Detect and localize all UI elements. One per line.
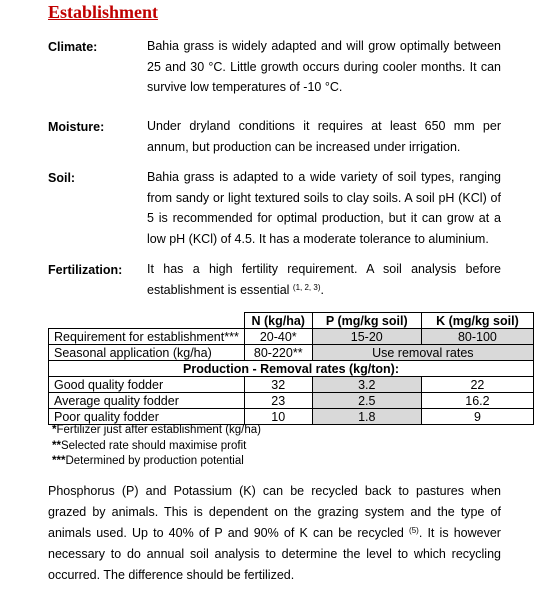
- table-header-row: [49, 313, 534, 329]
- fertilization-ref: (1, 2, 3): [292, 282, 321, 292]
- fertilization-table: [48, 312, 534, 425]
- fertilization-text-line2: establishment is essential: [147, 282, 290, 297]
- row-label: Good quality fodder: [49, 377, 245, 393]
- cell-n: 10: [244, 409, 312, 425]
- cell-p: 1.8: [312, 409, 421, 425]
- production-header: Production - Removal rates (kg/ton):: [49, 361, 534, 377]
- climate-text: Bahia grass is widely adapted and will grow optimally between 25 and 30 °C. Little growth occurs during cooler months. It can survive low temperatures of -10 °C.: [147, 39, 501, 94]
- moisture-text: Under dryland conditions it requires at least 650 mm per annum, but production can be increased under irrigation.: [147, 119, 501, 154]
- table-header-blank: [49, 313, 245, 329]
- footnote: **Selected rate should maximise profit: [52, 439, 247, 452]
- fertilization-end: .: [320, 282, 324, 297]
- table-footnotes: [52, 423, 261, 470]
- header-p: P (mg/kg soil): [312, 313, 421, 329]
- footnote: ***Determined by production potential: [52, 455, 244, 467]
- cell-n: 23: [244, 393, 312, 409]
- cell-k: 80-100: [421, 329, 533, 345]
- header-n: N (kg/ha): [244, 313, 312, 329]
- row-label: Poor quality fodder: [49, 409, 245, 425]
- table-row: [49, 345, 534, 361]
- soil-label: Soil:: [48, 171, 76, 185]
- footnote: *Fertilizer just after establishment (kg/ha): [52, 424, 262, 436]
- moisture-label: Moisture:: [48, 120, 105, 134]
- header-k: K (mg/kg soil): [421, 313, 533, 329]
- table-row: [49, 329, 534, 345]
- cell-k: 9: [421, 409, 533, 425]
- fertilization-text-line1: It has a high fertility requirement. A soil analysis before: [147, 262, 501, 276]
- row-label: Seasonal application (kg/ha): [49, 345, 245, 361]
- cell-p: 15-20: [312, 329, 421, 345]
- recycling-ref: (5): [409, 526, 419, 535]
- cell-p: 2.5: [312, 393, 421, 409]
- cell-k: 22: [421, 377, 533, 393]
- soil-text: Bahia grass is adapted to a wide variety of soil types, ranging from sandy or light textured soils to clay soils. A soil pH (KCl) of 5 is recommended for optimal production, but it can grow at a low pH (KCl) of 4.5. It has a moderate tolerance to aluminium.: [147, 170, 501, 246]
- row-label: Average quality fodder: [49, 393, 245, 409]
- fertilization-label: Fertilization:: [48, 263, 123, 277]
- cell-n: 20-40*: [244, 329, 312, 345]
- fertilization-text: [147, 259, 501, 300]
- recycling-paragraph: Phosphorus (P) and Potassium (K) can be recycled back to pastures when grazed by animals. This is dependent on the grazing system and the type of animals used. Up to 40% of P and 90% of K can be recycled $^{(5)}$. It is however necessary to do annual soil analysis to determine the level to which recycling occurred. The difference should be fertilized.: [48, 484, 501, 582]
- cell-n: 32: [244, 377, 312, 393]
- cell-p: 3.2: [312, 377, 421, 393]
- row-label: Requirement for establishment***: [49, 329, 245, 345]
- table-row: [49, 393, 534, 409]
- cell-pk: Use removal rates: [312, 345, 533, 361]
- page-title: Establishment: [48, 2, 159, 22]
- table-row: [49, 377, 534, 393]
- table-section-row: [49, 361, 534, 377]
- climate-label: Climate:: [48, 40, 98, 54]
- cell-k: 16.2: [421, 393, 533, 409]
- cell-n: 80-220**: [244, 345, 312, 361]
